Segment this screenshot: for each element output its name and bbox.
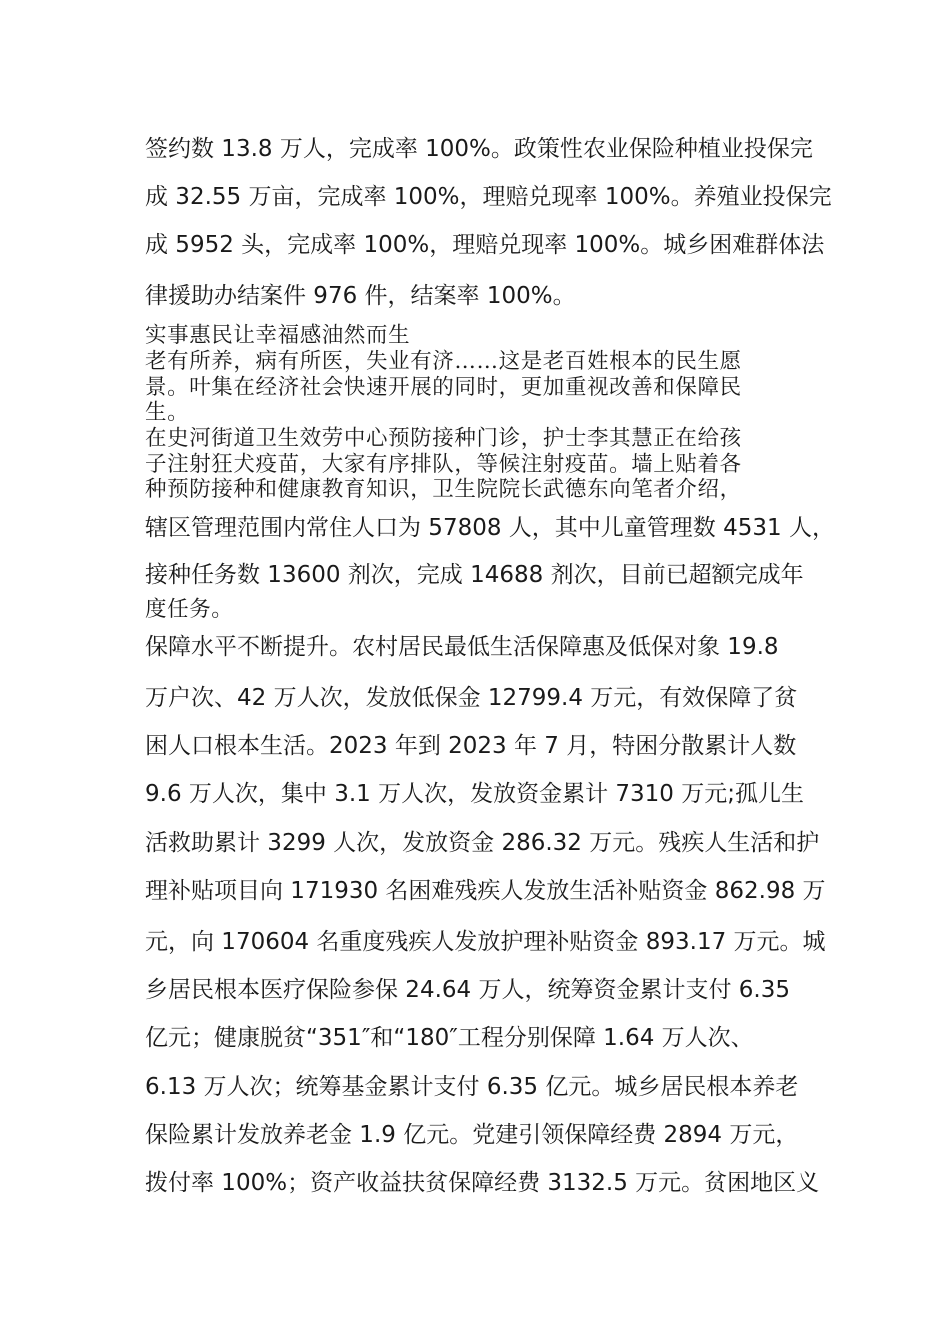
text-line: 接种任务数 13600 剂次，完成 14688 剂次，目前已超额完成年: [145, 562, 804, 588]
text-line: 困人口根本生活。2023 年到 2023 年 7 月，特困分散累计人数: [145, 733, 797, 759]
text-line: 签约数 13.8 万人，完成率 100%。政策性农业保险种植业投保完: [145, 136, 813, 162]
text-line: 保险累计发放养老金 1.9 亿元。党建引领保障经费 2894 万元，: [145, 1122, 799, 1148]
text-line: 种预防接种和健康教育知识，卫生院院长武德东向笔者介绍，: [145, 477, 742, 502]
text-line: 拨付率 100%；资产收益扶贫保障经费 3132.5 万元。贫困地区义: [145, 1170, 820, 1196]
text-line: 度任务。: [145, 597, 234, 622]
text-line: 在史河街道卫生效劳中心预防接种门诊，护士李其慧正在给孩: [145, 426, 742, 451]
text-line: 辖区管理范围内常住人口为 57808 人，其中儿童管理数 4531 人，: [145, 515, 835, 541]
text-line: 保障水平不断提升。农村居民最低生活保障惠及低保对象 19.8: [145, 634, 779, 660]
text-line: 理补贴项目向 171930 名困难残疾人发放生活补贴资金 862.98 万: [145, 878, 826, 904]
text-line: 生。: [145, 400, 190, 425]
text-line: 万户次、42 万人次，发放低保金 12799.4 万元，有效保障了贫: [145, 685, 798, 711]
text-line: 6.13 万人次；统筹基金累计支付 6.35 亿元。城乡居民根本养老: [145, 1074, 799, 1100]
text-line: 9.6 万人次，集中 3.1 万人次，发放资金累计 7310 万元;孤儿生: [145, 781, 804, 807]
text-line: 老有所养，病有所医，失业有济……这是老百姓根本的民生愿: [145, 349, 742, 374]
text-line: 活救助累计 3299 人次，发放资金 286.32 万元。残疾人生活和护: [145, 830, 820, 856]
text-line: 成 32.55 万亩，完成率 100%，理赔兑现率 100%。养殖业投保完: [145, 184, 832, 210]
text-line: 元，向 170604 名重度残疾人发放护理补贴资金 893.17 万元。城: [145, 929, 826, 955]
text-line: 亿元；健康脱贫“351″和“180″工程分别保障 1.64 万人次、: [145, 1025, 754, 1051]
text-line: 景。叶集在经济社会快速开展的同时，更加重视改善和保障民: [145, 375, 742, 400]
text-line: 律援助办结案件 976 件，结案率 100%。: [145, 283, 576, 309]
section-heading: 实事惠民让幸福感油然而生: [145, 323, 411, 348]
text-line: 乡居民根本医疗保险参保 24.64 万人，统筹资金累计支付 6.35: [145, 977, 790, 1003]
text-line: 子注射狂犬疫苗，大家有序排队，等候注射疫苗。墙上贴着各: [145, 452, 742, 477]
text-line: 成 5952 头，完成率 100%，理赔兑现率 100%。城乡困难群体法: [145, 232, 825, 258]
